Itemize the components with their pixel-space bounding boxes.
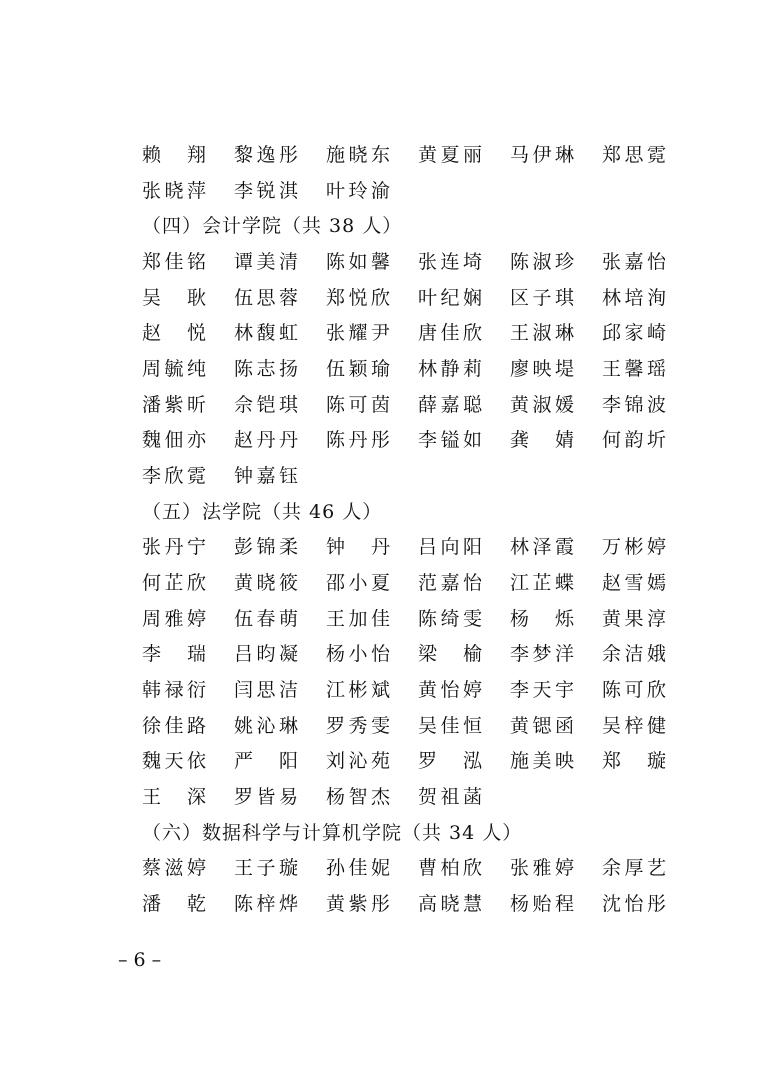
student-name: 赖 翔 xyxy=(142,144,206,166)
student-name: 张连埼 xyxy=(418,251,482,273)
name-row xyxy=(0,779,758,815)
name-row xyxy=(0,244,758,280)
name-row xyxy=(0,315,758,351)
student-name: 何韵圻 xyxy=(602,429,666,452)
student-name: 郑思霓 xyxy=(602,144,666,166)
student-name: 余洁娥 xyxy=(602,643,666,666)
student-name: 陈志扬 xyxy=(234,358,298,381)
student-name: 彭锦柔 xyxy=(234,536,298,559)
student-name: 薛嘉聪 xyxy=(418,393,482,416)
student-name: 梁 榆 xyxy=(418,643,482,666)
student-name: 区子琪 xyxy=(510,286,574,309)
student-name: 吕昀凝 xyxy=(234,643,298,666)
student-name: 吕向阳 xyxy=(418,536,482,559)
student-name: 王淑琳 xyxy=(510,322,574,345)
student-name: 李锦波 xyxy=(602,393,666,416)
name-row xyxy=(0,672,758,708)
student-name: 黄果淳 xyxy=(602,607,666,630)
student-name: 唐佳欣 xyxy=(418,322,482,345)
student-name: 邵小夏 xyxy=(326,572,390,595)
student-name: 杨贻程 xyxy=(510,893,574,916)
student-name: 刘沁苑 xyxy=(326,750,390,773)
name-row xyxy=(0,280,758,316)
student-name: 陈淑珍 xyxy=(510,251,574,273)
student-name: 韩禄衍 xyxy=(142,679,206,702)
student-name: 郑佳铭 xyxy=(142,251,206,273)
student-name: 伍春萌 xyxy=(234,607,298,630)
name-row xyxy=(0,636,758,672)
name-row xyxy=(0,173,758,209)
student-name: 伍思蓉 xyxy=(234,286,298,309)
student-name: 严 阳 xyxy=(234,750,298,773)
student-name: 施美映 xyxy=(510,750,574,773)
student-name: 黄紫彤 xyxy=(326,893,390,916)
name-row xyxy=(0,708,758,744)
page-number: – 6 – xyxy=(118,949,162,971)
student-name: 廖映堤 xyxy=(510,358,574,381)
student-name: 姚沁琳 xyxy=(234,714,298,737)
student-name: 郑 璇 xyxy=(602,750,666,773)
student-name: 陈如馨 xyxy=(326,251,390,273)
student-name: 潘 乾 xyxy=(142,893,206,916)
student-name: 张丹宁 xyxy=(142,536,206,559)
student-name: 范嘉怡 xyxy=(418,572,482,595)
student-name: 罗秀雯 xyxy=(326,714,390,737)
student-name: 龚 婧 xyxy=(510,429,574,452)
student-name: 李梦洋 xyxy=(510,643,574,666)
student-name: 吴佳恒 xyxy=(418,714,482,737)
student-name: 黎逸彤 xyxy=(234,144,298,166)
student-name: 高晓慧 xyxy=(418,893,482,916)
student-name: 赵 悦 xyxy=(142,322,206,345)
name-row xyxy=(0,422,758,458)
student-name: 赵丹丹 xyxy=(234,429,298,452)
student-name: 叶玲渝 xyxy=(326,179,390,202)
student-name: 黄淑媛 xyxy=(510,393,574,416)
student-name: 杨智杰 xyxy=(326,786,390,809)
student-name: 李镒如 xyxy=(418,429,482,452)
name-row xyxy=(0,529,758,565)
student-name: 施晓东 xyxy=(326,144,390,166)
student-name: 江芷蝶 xyxy=(510,572,574,595)
student-name: 江彬斌 xyxy=(326,679,390,702)
student-name: 陈绮雯 xyxy=(418,607,482,630)
student-name: 余厚艺 xyxy=(602,857,666,880)
name-row xyxy=(0,137,758,173)
student-name: 佘铠琪 xyxy=(234,393,298,416)
student-name: 罗 泓 xyxy=(418,750,482,773)
section-heading: （五）法学院（共 46 人） xyxy=(142,500,383,523)
student-name: 张嘉怡 xyxy=(602,251,666,273)
student-name: 贺祖菡 xyxy=(418,786,482,809)
student-name: 黄锶函 xyxy=(510,714,574,737)
student-name: 周雅婷 xyxy=(142,607,206,630)
student-name: 林馥虹 xyxy=(234,322,298,345)
student-name: 魏佃亦 xyxy=(142,429,206,452)
student-name: 陈丹彤 xyxy=(326,429,390,452)
student-name: 马伊琳 xyxy=(510,144,574,166)
student-name: 吴 耿 xyxy=(142,286,206,309)
section-heading: （六）数据科学与计算机学院（共 34 人） xyxy=(142,821,523,844)
student-name: 陈梓烨 xyxy=(234,893,298,916)
student-name: 黄晓筱 xyxy=(234,572,298,595)
student-name: 叶纪娴 xyxy=(418,286,482,309)
section-heading-line xyxy=(0,815,758,851)
student-name: 沈怡彤 xyxy=(602,893,666,916)
student-name: 何芷欣 xyxy=(142,572,206,595)
student-name: 钟嘉钰 xyxy=(234,465,298,488)
student-name: 徐佳路 xyxy=(142,714,206,737)
student-name: 李欣霓 xyxy=(142,465,206,488)
student-name: 黄怡婷 xyxy=(418,679,482,702)
student-name: 钟 丹 xyxy=(326,536,390,559)
name-row xyxy=(0,565,758,601)
student-name: 王馨瑶 xyxy=(602,358,666,381)
student-name: 罗皆易 xyxy=(234,786,298,809)
name-row xyxy=(0,387,758,423)
student-name: 赵雪嫣 xyxy=(602,572,666,595)
section-heading-line xyxy=(0,494,758,530)
student-name: 潘紫昕 xyxy=(142,393,206,416)
student-name: 张雅婷 xyxy=(510,857,574,880)
student-name: 孙佳妮 xyxy=(326,857,390,880)
student-name: 陈可茵 xyxy=(326,393,390,416)
name-row xyxy=(0,458,758,494)
name-row xyxy=(0,601,758,637)
name-row xyxy=(0,743,758,779)
student-name: 李天宇 xyxy=(510,679,574,702)
student-name: 谭美清 xyxy=(234,251,298,273)
student-name: 蔡滋婷 xyxy=(142,857,206,880)
student-name: 郑悦欣 xyxy=(326,286,390,309)
name-row xyxy=(0,886,758,922)
student-name: 王子璇 xyxy=(234,857,298,880)
student-name: 曹柏欣 xyxy=(418,857,482,880)
student-name: 邱家崎 xyxy=(602,322,666,345)
student-name: 万彬婷 xyxy=(602,536,666,559)
student-name: 李 瑞 xyxy=(142,643,206,666)
student-name: 黄夏丽 xyxy=(418,144,482,166)
student-name: 林泽霞 xyxy=(510,536,574,559)
student-name: 周毓纯 xyxy=(142,358,206,381)
student-name: 李锐淇 xyxy=(234,179,298,202)
name-row xyxy=(0,850,758,886)
student-name: 林静莉 xyxy=(418,358,482,381)
student-name: 张晓萍 xyxy=(142,179,206,202)
section-heading-line xyxy=(0,208,758,244)
student-name: 伍颖瑜 xyxy=(326,358,390,381)
student-name: 杨 烁 xyxy=(510,607,574,630)
student-name: 张耀尹 xyxy=(326,322,390,345)
student-name: 杨小怡 xyxy=(326,643,390,666)
student-name: 林培洵 xyxy=(602,286,666,309)
student-name: 王 深 xyxy=(142,786,206,809)
section-heading: （四）会计学院（共 38 人） xyxy=(142,215,403,238)
name-row xyxy=(0,351,758,387)
student-name: 魏天依 xyxy=(142,750,206,773)
student-name: 闫思洁 xyxy=(234,679,298,702)
student-name: 陈可欣 xyxy=(602,679,666,702)
student-name: 吴梓健 xyxy=(602,714,666,737)
student-name: 王加佳 xyxy=(326,607,390,630)
